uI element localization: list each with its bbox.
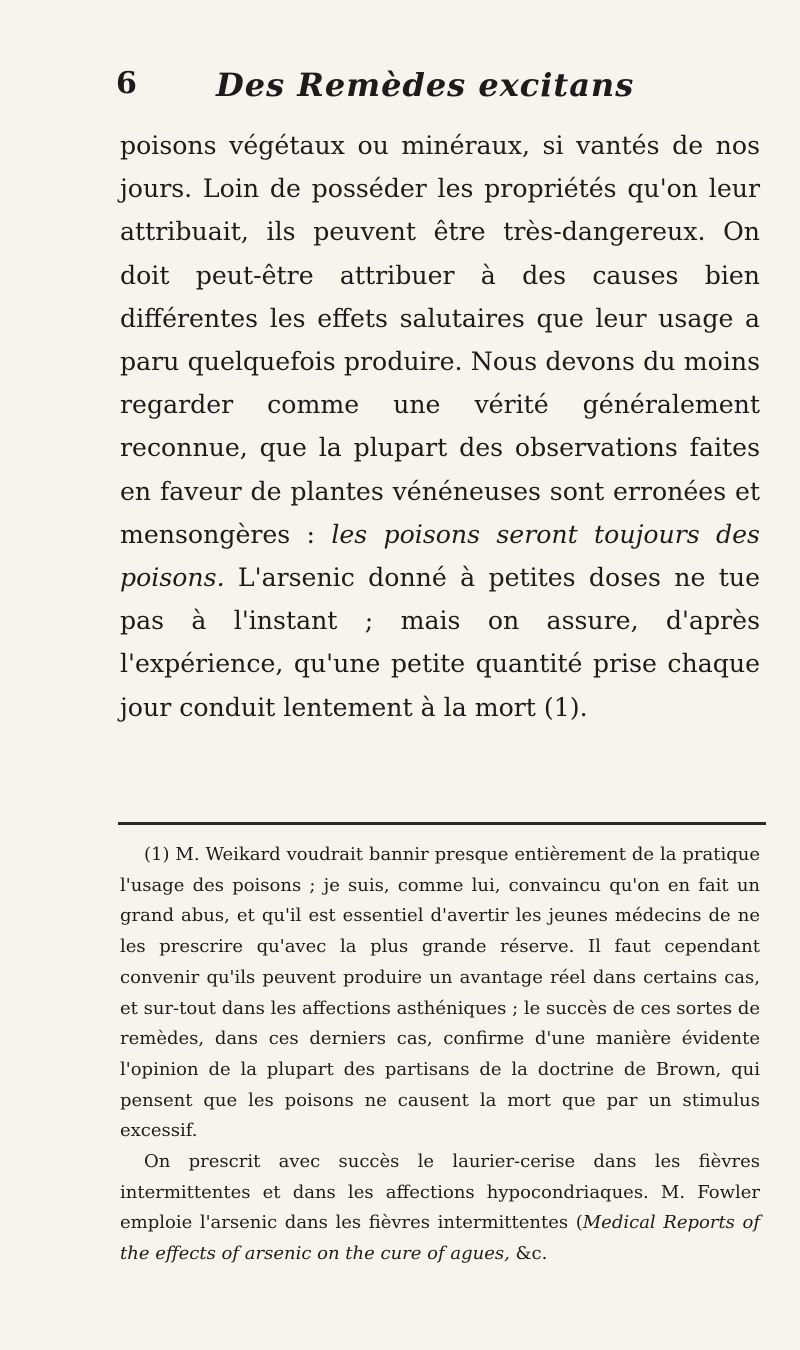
main-italic-quote: les poisons seront toujours des poisons. bbox=[120, 519, 760, 593]
footnote-paragraph-1: (1) M. Weikard voudrait bannir presque entièrement de la pratique l'usage des poisons ; je suis, comme lui, convaincu qu'on en fait un grand abus, et qu'il est essentiel d'avertir les jeunes médecins de ne les prescrire qu'avec la plus grande réserve. Il faut cependant convenir qu'ils peuvent produire un avantage réel dans certains cas, et sur-tout dans les affections asthéniques ; le succès de ces sortes de remèdes, dans ces derniers cas, confirme d'une manière évidente l'opinion de la plupart des partisans de la doctrine de Brown, qui pensent que les poisons ne causent la mort que par un stimulus excessif. bbox=[120, 844, 760, 1142]
footnote-divider bbox=[118, 822, 766, 825]
footnote-paragraph-2 bbox=[120, 1147, 760, 1270]
page-number: 6 bbox=[116, 66, 137, 101]
footnote-paragraph-2-text: On prescrit avec succès le laurier-cerise dans les fièvres intermittentes et dans les affections hypocondriaques. M. Fowler emploie l'arsenic dans les fièvres intermittentes ( bbox=[120, 1151, 760, 1234]
footnote-citation: Medical Reports of the effects of arsenic on the cure of agues, bbox=[120, 1212, 761, 1265]
main-text-part-1: poisons végétaux ou minéraux, si vantés de nos jours. Loin de posséder les propriétés qu'on leur attribuait, ils peuvent être très-dangereux. On doit peut-être attribuer à des causes bien différentes les effets salutaires que leur usage a paru quelquefois produire. Nous devons du moins regarder comme une vérité généralement reconnue, que la plupart des observations faites en faveur de plantes vénéneuses sont erronées et mensongères : bbox=[120, 131, 760, 549]
main-text-part-2: L'arsenic donné à petites doses ne tue pas à l'instant ; mais on assure, d'après l'expérience, qu'une petite quantité prise chaque jour conduit lentement à la mort (1). bbox=[120, 563, 760, 722]
page-header bbox=[116, 66, 676, 116]
footnote-paragraph-2-end: &c. bbox=[509, 1243, 548, 1265]
running-title: Des Remèdes excitans bbox=[216, 66, 635, 104]
main-paragraph bbox=[120, 124, 760, 729]
footnote bbox=[120, 840, 760, 1270]
